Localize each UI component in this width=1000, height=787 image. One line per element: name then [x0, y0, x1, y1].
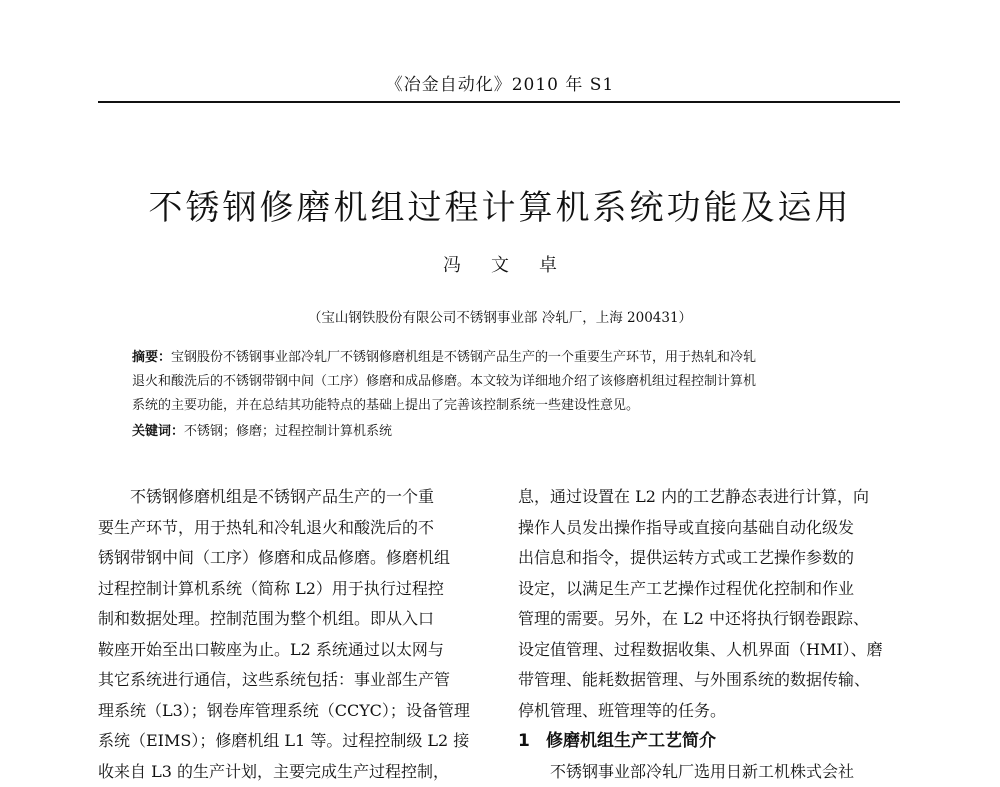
- section-number: 1: [518, 726, 546, 757]
- header-divider: [98, 101, 900, 103]
- body-line: 操作人员发出操作指导或直接向基础自动化级发: [518, 513, 900, 544]
- body-line: 收来自 L3 的生产计划，主要完成生产过程控制，: [98, 757, 490, 787]
- body-line: 过程控制计算机系统（简称 L2）用于执行过程控: [98, 574, 490, 605]
- body-line: 系统（EIMS）；修磨机组 L1 等。过程控制级 L2 接: [98, 726, 490, 757]
- body-line: 理系统（L3）；钢卷库管理系统（CCYC）；设备管理: [98, 696, 490, 727]
- body-line: 停机管理、班管理等的任务。: [518, 696, 900, 727]
- paper-affiliation: （宝山钢铁股份有限公司不锈钢事业部 冷轧厂，上海 200431）: [0, 306, 1000, 326]
- body-line: 要生产环节，用于热轧和冷轧退火和酸洗后的不: [98, 513, 490, 544]
- body-line: 制和数据处理。控制范围为整个机组。即从入口: [98, 604, 490, 635]
- section-heading: [518, 726, 900, 757]
- body-line: 鞍座开始至出口鞍座为止。L2 系统通过以太网与: [98, 635, 490, 666]
- body-line: 不锈钢修磨机组是不锈钢产品生产的一个重: [130, 487, 434, 506]
- body-line: 设定，以满足生产工艺操作过程优化控制和作业: [518, 574, 900, 605]
- paper-title: 不锈钢修磨机组过程计算机系统功能及运用: [0, 180, 1000, 229]
- keywords: [132, 420, 872, 444]
- body-line: 出信息和指令，提供运转方式或工艺操作参数的: [518, 543, 900, 574]
- body-line: 不锈钢事业部冷轧厂选用日新工机株式会社: [550, 762, 854, 781]
- body-line: 管理的需要。另外，在 L2 中还将执行钢卷跟踪、: [518, 604, 900, 635]
- body-line: 带管理、能耗数据管理、与外围系统的数据传输、: [518, 665, 900, 696]
- abstract-line: 宝钢股份不锈钢事业部冷轧厂不锈钢修磨机组是不锈钢产品生产的一个重要生产环节，用于热轧和冷轧: [171, 350, 756, 365]
- keywords-text: 不锈钢；修磨；过程控制计算机系统: [184, 424, 392, 439]
- body-line: 锈钢带钢中间（工序）修磨和成品修磨。修磨机组: [98, 543, 490, 574]
- section-title: 修磨机组生产工艺简介: [546, 731, 716, 751]
- journal-header: 《冶金自动化》2010 年 S1: [0, 70, 1000, 95]
- body-column-left: [98, 482, 490, 787]
- body-line: 息，通过设置在 L2 内的工艺静态表进行计算，向: [518, 482, 900, 513]
- body-line: 设定值管理、过程数据收集、人机界面（HMI）、磨: [518, 635, 900, 666]
- body-line: 其它系统进行通信，这些系统包括：事业部生产管: [98, 665, 490, 696]
- abstract-label: 摘要：: [132, 350, 171, 365]
- paper-author: 冯文卓: [0, 251, 1000, 277]
- abstract: [132, 346, 872, 418]
- abstract-line: 系统的主要功能，并在总结其功能特点的基础上提出了完善该控制系统一些建设性意见。: [132, 394, 872, 418]
- body-column-right: [518, 482, 900, 787]
- abstract-line: 退火和酸洗后的不锈钢带钢中间（工序）修磨和成品修磨。本文较为详细地介绍了该修磨机组过程控制计算机: [132, 370, 872, 394]
- keywords-label: 关键词：: [132, 424, 184, 439]
